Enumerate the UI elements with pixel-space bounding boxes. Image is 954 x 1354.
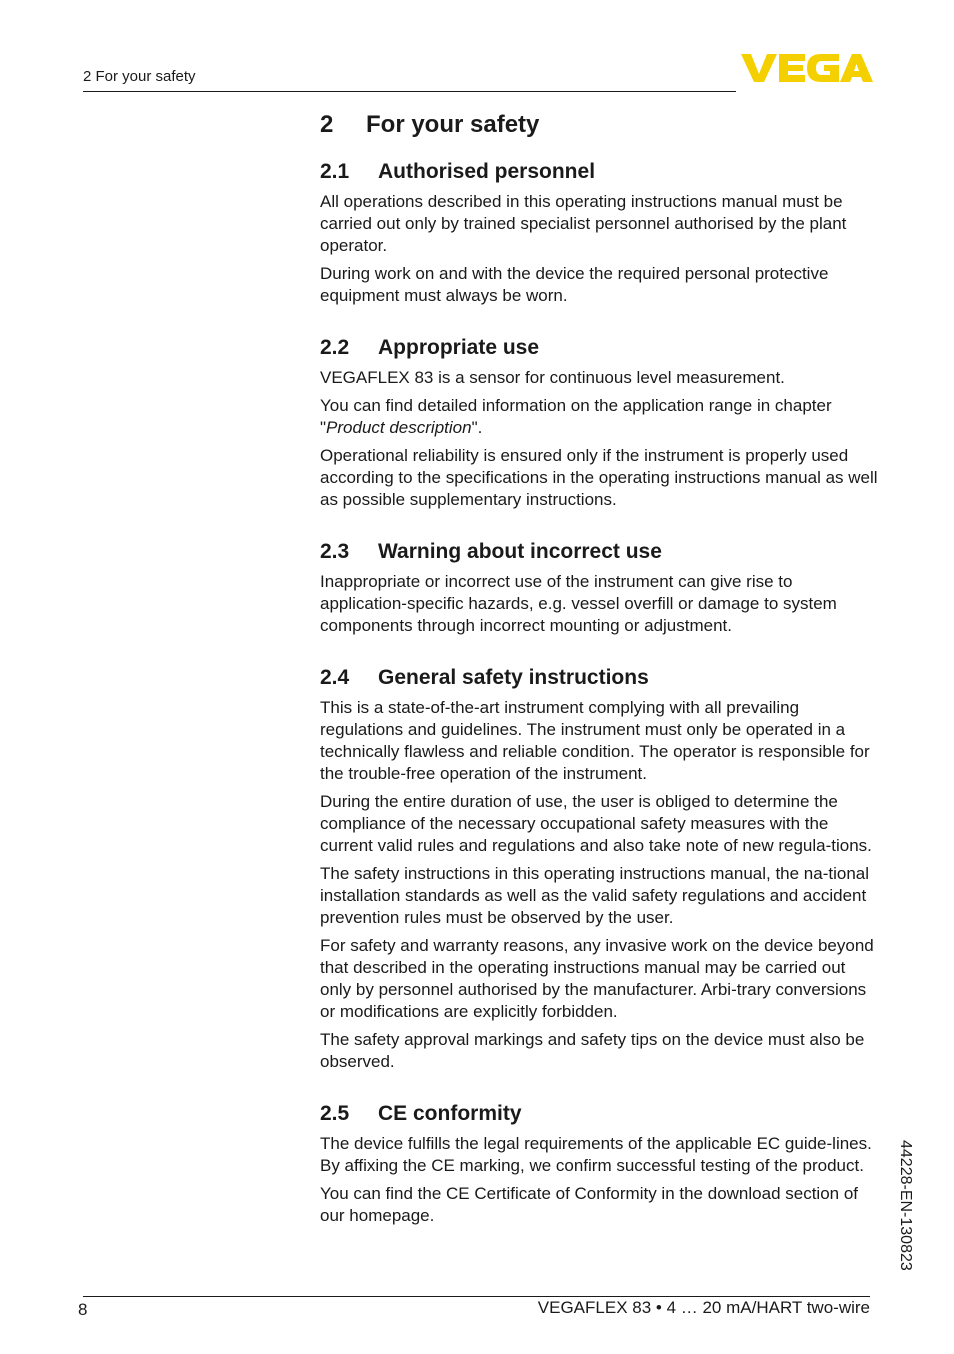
footer-product: VEGAFLEX 83 • 4 … 20 mA/HART two-wire	[537, 1298, 870, 1317]
paragraph-text: ".	[471, 418, 483, 437]
section-heading	[320, 159, 878, 185]
chapter-heading	[320, 110, 878, 140]
section-title: CE conformity	[378, 1102, 522, 1125]
section-warning-incorrect-use	[320, 539, 878, 637]
paragraph: All operations described in this operating instructions manual must be carried out only by trained specialist personnel authorised by the plant operator.	[320, 192, 847, 255]
section-appropriate-use	[320, 335, 878, 511]
section-number: 2.4	[320, 666, 350, 689]
svg-text:VEGA: VEGA	[807, 80, 810, 81]
section-title: Appropriate use	[378, 336, 540, 359]
section-number: 2.2	[320, 336, 350, 359]
section-heading	[320, 539, 878, 565]
section-heading	[320, 335, 878, 361]
section-number: 2.3	[320, 540, 350, 563]
chapter-reference: Product description	[326, 418, 472, 437]
section-heading	[320, 665, 878, 691]
paragraph: You can find the CE Certificate of Conformity in the download section of our homepage.	[320, 1184, 859, 1225]
paragraph: The safety approval markings and safety tips on the device must also be observed.	[320, 1030, 865, 1071]
paragraph-text: You can find detailed information on the application range in chapter "	[320, 396, 832, 437]
paragraph: VEGAFLEX 83 is a sensor for continuous level measurement.	[320, 368, 785, 387]
section-title: Warning about incorrect use	[378, 540, 662, 563]
paragraph: During work on and with the device the required personal protective equipment must always be worn.	[320, 264, 829, 305]
section-general-safety	[320, 665, 878, 1073]
paragraph: Inappropriate or incorrect use of the instrument can give rise to application-specific hazards, e.g. vessel overfill or damage to system components through incorrect mounting or adjustment.	[320, 572, 837, 635]
paragraph: The device fulfills the legal requirements of the applicable EC guide-lines. By affixing the CE marking, we confirm successful testing of the product.	[320, 1134, 872, 1175]
paragraph: For safety and warranty reasons, any invasive work on the device beyond that described in the operating instructions manual may be carried out only by personnel authorised by the manufacturer. Arbi-trary conversions or modifications are explicitly forbidden.	[320, 936, 874, 1021]
section-authorised-personnel	[320, 159, 878, 307]
chapter-number: 2	[320, 111, 334, 138]
paragraph: The safety instructions in this operating instructions manual, the na-tional installation standards as well as the valid safety regulations and accident prevention rules must be observed by the user.	[320, 864, 870, 927]
page-number: 8	[78, 1300, 88, 1319]
paragraph: This is a state-of-the-art instrument complying with all prevailing regulations and guidelines. The instrument must only be operated in a technically flawless and reliable condition. The operator is responsible for the trouble-free operation of the instrument.	[320, 698, 870, 783]
document-code-text: 44228-EN-130823	[897, 1140, 914, 1271]
section-title: Authorised personnel	[378, 160, 596, 183]
section-heading	[320, 1101, 878, 1127]
document-code	[896, 1140, 916, 1290]
page-content	[320, 110, 878, 1255]
paragraph: During the entire duration of use, the user is obliged to determine the compliance of the necessary occupational safety measures with the current valid rules and regulations and also take note of new regula-tions.	[320, 792, 872, 855]
section-number: 2.1	[320, 160, 350, 183]
chapter-title: For your safety	[366, 111, 540, 138]
paragraph	[320, 395, 878, 439]
section-number: 2.5	[320, 1102, 350, 1125]
section-ce-conformity	[320, 1101, 878, 1227]
paragraph: Operational reliability is ensured only if the instrument is properly used according to the specifications in the operating instructions manual as well as possible supplementary instructions.	[320, 446, 878, 509]
vega-logo	[741, 50, 873, 84]
header-rule	[83, 91, 736, 92]
footer-rule	[83, 1296, 870, 1297]
section-title: General safety instructions	[378, 666, 649, 689]
running-header: 2 For your safety	[83, 68, 196, 85]
